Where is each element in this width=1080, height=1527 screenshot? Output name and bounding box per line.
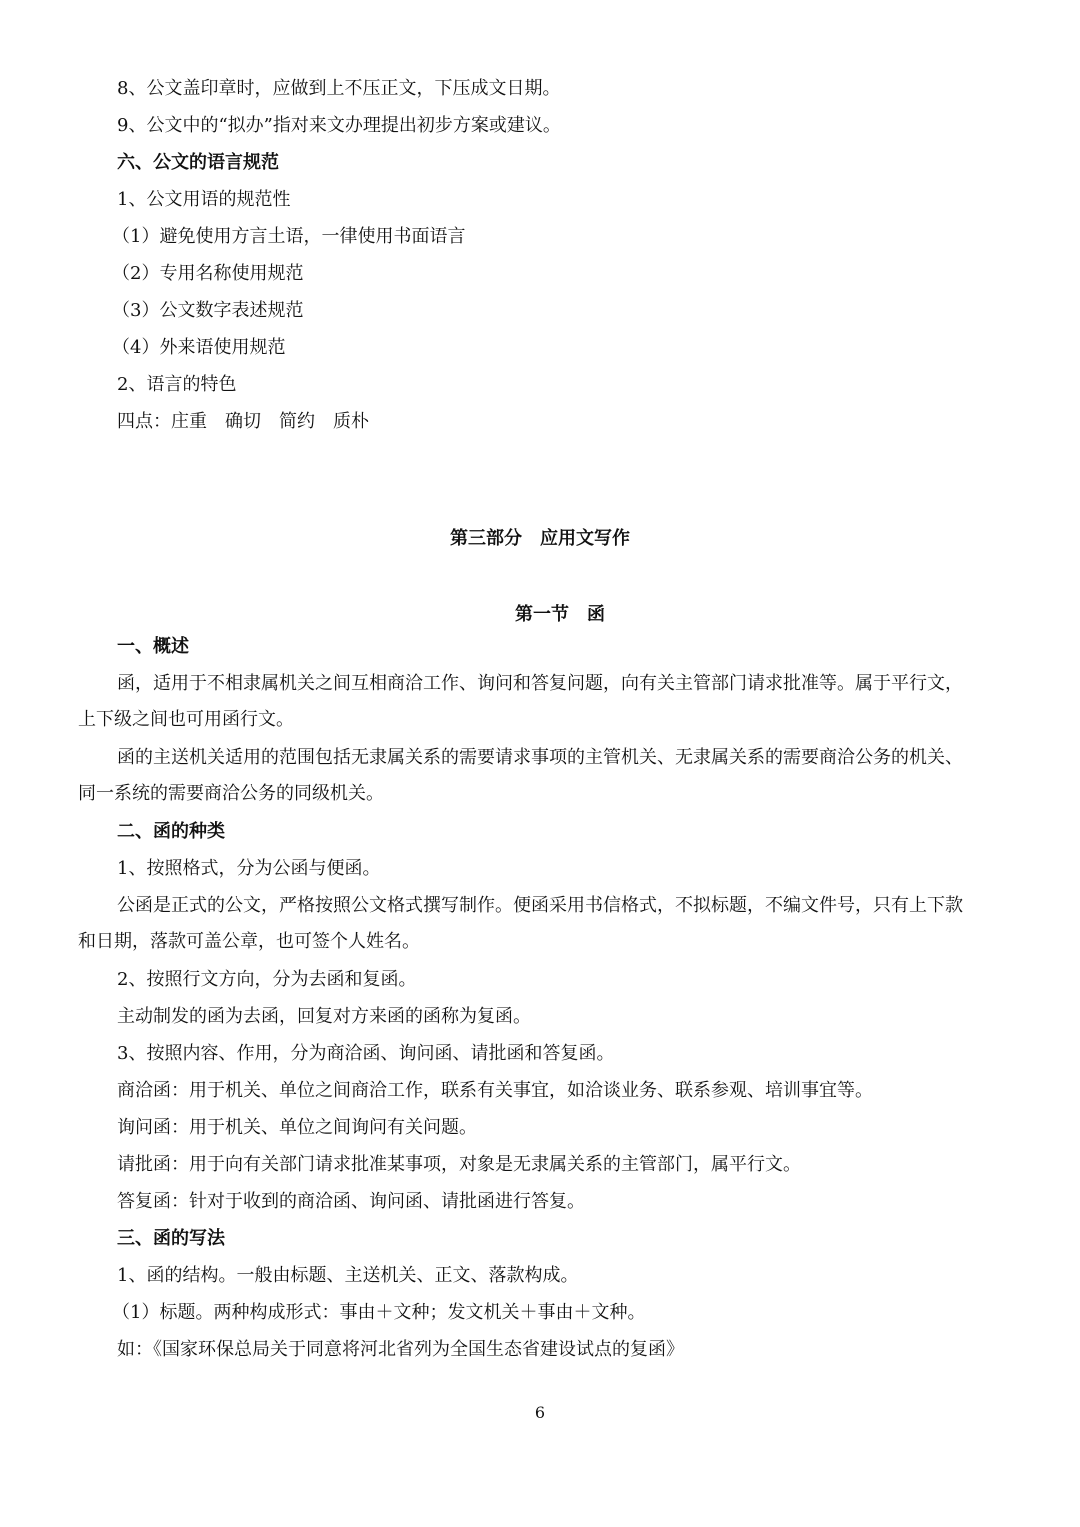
paragraph-definition [78, 666, 1012, 738]
type-by-direction: 2、按照行文方向，分为去函和复函。 [117, 969, 417, 990]
subitem-2-proper-names: （2）专用名称使用规范 [112, 263, 304, 284]
item-language-features: 2、语言的特色 [117, 374, 237, 395]
direction-explanation: 主动制发的函为去函，回复对方来函的函称为复函。 [117, 1006, 531, 1027]
reply-letter: 答复函：针对于收到的商洽函、询问函、请批函进行答复。 [117, 1191, 585, 1212]
heading-overview: 一、概述 [117, 636, 189, 657]
approval-request-letter: 请批函：用于向有关部门请求批准某事项，对象是无隶属关系的主管部门，属平行文。 [117, 1154, 801, 1175]
subitem-3-numbers: （3）公文数字表述规范 [112, 300, 304, 321]
heading-types: 二、函的种类 [117, 821, 225, 842]
subitem-4-foreign-words: （4）外来语使用规范 [112, 337, 286, 358]
section-title: 第一节 函 [515, 604, 605, 625]
paragraph-formal-informal [78, 888, 1012, 960]
paragraph-line: 和日期，落款可盖公章，也可签个人姓名。 [78, 931, 420, 952]
paragraph-line: 上下级之间也可用函行文。 [78, 709, 294, 730]
paragraph-line: 函的主送机关适用的范围包括无隶属关系的需要请求事项的主管机关、无隶属关系的需要商洽公务的机关、 [117, 747, 963, 768]
paragraph-line: 函，适用于不相隶属机关之间互相商洽工作、询问和答复问题，向有关主管部门请求批准等。属于平行文， [117, 673, 963, 694]
part-title: 第三部分 应用文写作 [450, 528, 630, 549]
subitem-1-dialect: （1）避免使用方言土语，一律使用书面语言 [112, 226, 466, 247]
paragraph-recipients [78, 740, 1012, 812]
inquiry-letter: 询问函：用于机关、单位之间询问有关问题。 [117, 1117, 477, 1138]
item-8-seal-rule: 8、公文盖印章时，应做到上不压正文，下压成文日期。 [117, 78, 561, 99]
heading-language-norms: 六、公文的语言规范 [117, 152, 279, 173]
title-forms: （1）标题。两种构成形式：事由＋文种；发文机关＋事由＋文种。 [112, 1302, 646, 1323]
heading-writing-method: 三、函的写法 [117, 1228, 225, 1249]
four-points-text: 四点：庄重 确切 简约 质朴 [117, 411, 369, 432]
item-normative-wording: 1、公文用语的规范性 [117, 189, 291, 210]
type-by-content: 3、按照内容、作用，分为商洽函、询问函、请批函和答复函。 [117, 1043, 615, 1064]
type-by-format: 1、按照格式，分为公函与便函。 [117, 858, 381, 879]
item-9-nibang-definition: 9、公文中的“拟办”指对来文办理提出初步方案或建议。 [117, 115, 561, 136]
title-example: 如：《国家环保总局关于同意将河北省列为全国生态省建设试点的复函》 [117, 1339, 684, 1360]
consultation-letter: 商洽函：用于机关、单位之间商洽工作，联系有关事宜，如洽谈业务、联系参观、培训事宜等。 [117, 1080, 873, 1101]
structure-item: 1、函的结构。一般由标题、主送机关、正文、落款构成。 [117, 1265, 579, 1286]
page-number: 6 [534, 1403, 546, 1422]
paragraph-line: 同一系统的需要商洽公务的同级机关。 [78, 783, 384, 804]
paragraph-line: 公函是正式的公文，严格按照公文格式撰写制作。便函采用书信格式，不拟标题，不编文件号，只有上下款 [117, 895, 963, 916]
